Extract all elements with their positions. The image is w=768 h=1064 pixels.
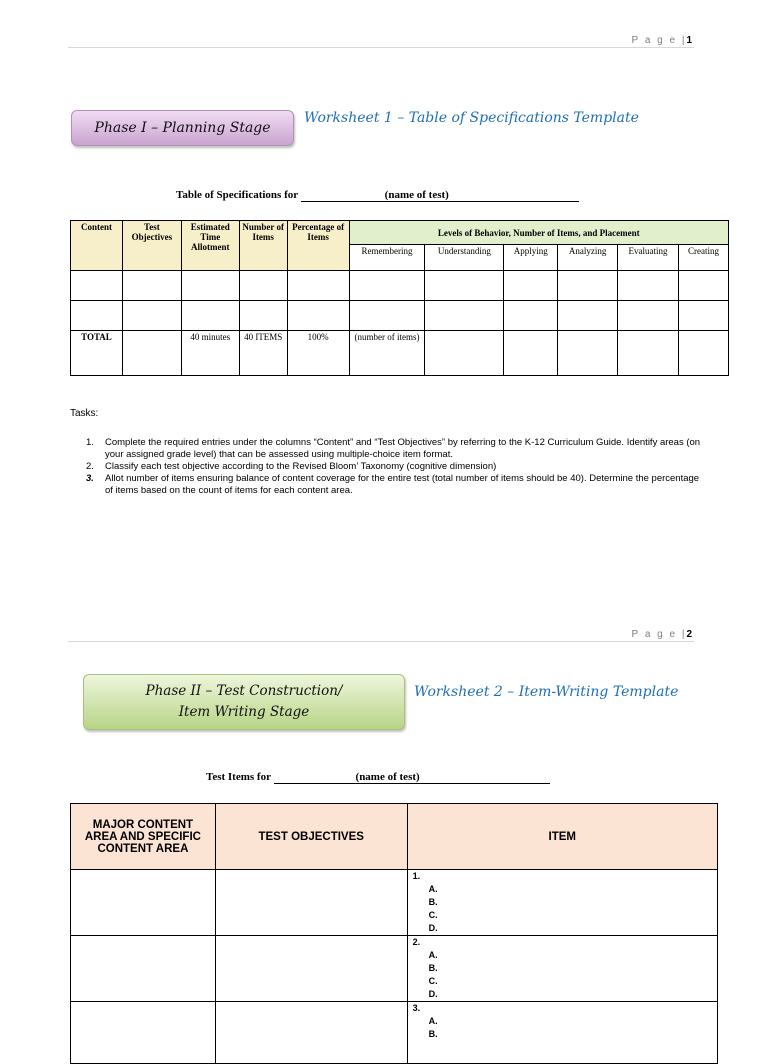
item-writing-table	[70, 803, 718, 1064]
level-creating: Creating	[679, 245, 729, 271]
level-applying: Applying	[504, 245, 558, 271]
worksheet-2-title: Worksheet 2 – Item-Writing Template	[414, 684, 679, 700]
tos-heading	[176, 189, 579, 202]
col-header-time-allotment: Estimated Time Allotment	[181, 221, 239, 271]
item-choice: D.	[428, 989, 438, 999]
items-heading-fill: (name of test)	[356, 771, 550, 784]
item-cell	[407, 870, 717, 936]
table-row	[71, 271, 729, 301]
item-cell	[407, 1002, 717, 1064]
table-row	[71, 1002, 718, 1064]
item-choice: B.	[428, 897, 438, 907]
total-items: 40 ITEMS	[239, 331, 287, 376]
task-number: 2.	[86, 461, 94, 472]
level-understanding: Understanding	[425, 245, 504, 271]
page-label: P a g e |	[631, 629, 687, 640]
item-choice: B.	[428, 1029, 438, 1039]
worksheet-1-title: Worksheet 1 – Table of Specifications Template	[304, 110, 639, 126]
page-number-value: 1	[686, 35, 692, 46]
item-number: 1.	[412, 871, 421, 881]
col-header-percentage: Percentage of Items	[287, 221, 349, 271]
page-label: P a g e |	[631, 35, 687, 46]
col-header-item: ITEM	[407, 804, 717, 870]
header-rule	[68, 47, 694, 48]
table-of-specifications	[70, 220, 729, 376]
item-number: 2.	[412, 937, 421, 947]
total-row	[71, 331, 729, 376]
item-number: 3.	[412, 1003, 421, 1013]
list-item	[86, 473, 706, 497]
col-header-number-of-items: Number of Items	[239, 221, 287, 271]
item-choice: B.	[428, 963, 438, 973]
task-number: 3.	[86, 473, 94, 484]
items-heading	[206, 771, 550, 784]
item-choice: D.	[428, 923, 438, 933]
col-header-content: Content	[71, 221, 123, 271]
item-cell	[407, 936, 717, 1002]
items-heading-prefix: Test Items for	[206, 771, 271, 783]
table-row	[71, 870, 718, 936]
table-row	[71, 301, 729, 331]
total-percentage: 100%	[287, 331, 349, 376]
col-header-test-objectives: TEST OBJECTIVES	[215, 804, 407, 870]
total-remembering: (number of items)	[349, 331, 425, 376]
task-text: Complete the required entries under the columns “Content” and “Test Objectives” by referring to the K-12 Curriculum Guide. Identify areas (on your assigned grade level) that can be assessed using multiple-choice item format.	[105, 437, 701, 460]
table-row	[71, 936, 718, 1002]
col-header-test-objectives: Test Objectives	[122, 221, 181, 271]
page-number-1	[632, 35, 692, 46]
phase-2-label	[83, 674, 405, 730]
item-choice: A.	[428, 884, 438, 894]
col-header-content-area: MAJOR CONTENT AREA AND SPECIFIC CONTENT AREA	[71, 804, 216, 870]
phase-1-label: Phase I – Planning Stage	[71, 110, 294, 146]
header-rule	[68, 641, 694, 642]
items-heading-blank	[274, 772, 356, 784]
task-text: Classify each test objective according to the Revised Bloom’ Taxonomy (cognitive dimension)	[105, 461, 497, 472]
item-choice: C.	[428, 910, 438, 920]
total-label: TOTAL	[71, 331, 123, 376]
levels-header: Levels of Behavior, Number of Items, and Placement	[349, 221, 728, 245]
tos-heading-fill: (name of test)	[385, 189, 579, 202]
phase-2-label-line-1: Phase II – Test Construction/	[145, 683, 343, 699]
page-number-value: 2	[686, 629, 692, 640]
tos-heading-blank	[301, 190, 385, 202]
total-time: 40 minutes	[181, 331, 239, 376]
list-item	[86, 437, 706, 461]
level-evaluating: Evaluating	[618, 245, 679, 271]
item-choice: A.	[428, 1016, 438, 1026]
page-number-2	[632, 629, 692, 640]
task-number: 1.	[86, 437, 94, 448]
item-choice: A.	[428, 950, 438, 960]
tos-heading-prefix: Table of Specifications for	[176, 189, 298, 201]
list-item	[86, 461, 706, 473]
tasks-list	[86, 437, 706, 497]
item-choice: C.	[428, 976, 438, 986]
tasks-label: Tasks:	[70, 408, 99, 419]
level-analyzing: Analyzing	[558, 245, 618, 271]
phase-2-label-line-2: Item Writing Stage	[178, 704, 310, 720]
task-text: Allot number of items ensuring balance of content coverage for the entire test (total number of items should be 40). Determine the percentage of items based on the count of items for each content area.	[105, 473, 700, 496]
level-remembering: Remembering	[349, 245, 425, 271]
